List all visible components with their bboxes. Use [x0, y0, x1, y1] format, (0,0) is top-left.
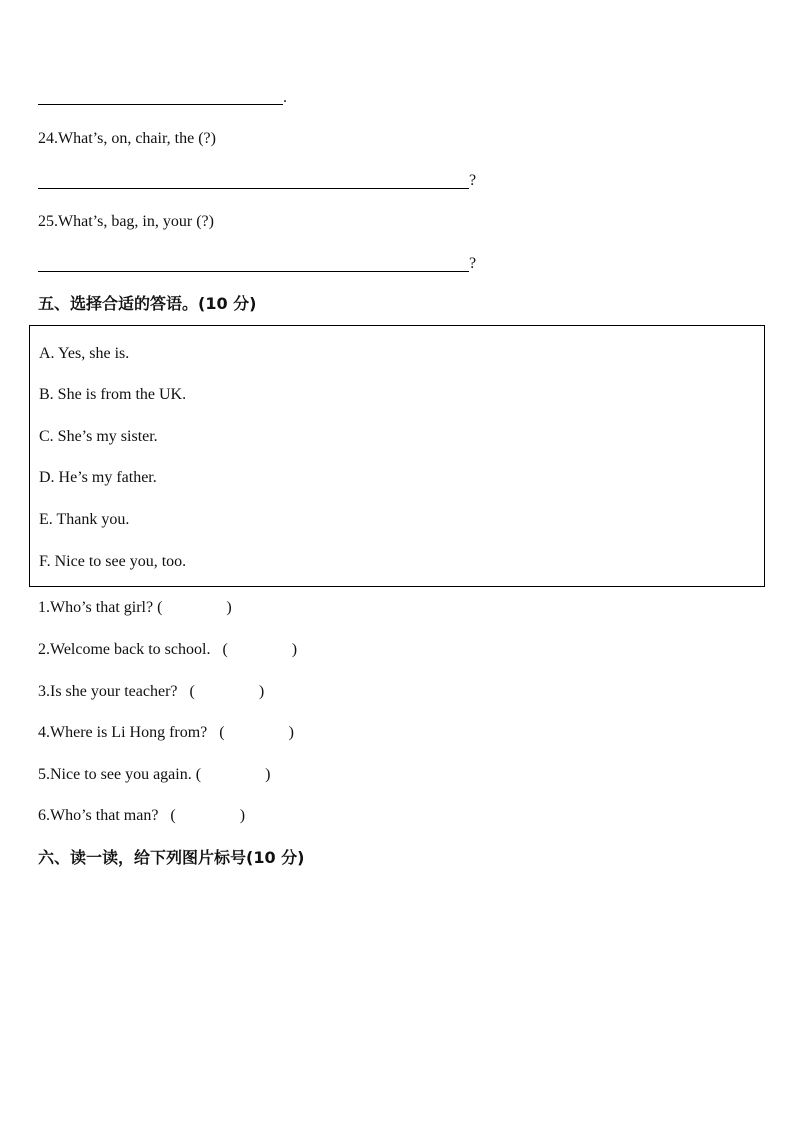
item-6-text: 6.Who’s that man? — [38, 807, 159, 824]
item-2-answer-blank[interactable]: ( ) — [222, 641, 298, 658]
option-f: F. Nice to see you, too. — [39, 553, 187, 570]
item-2 — [38, 640, 297, 660]
item-4-answer-blank[interactable]: ( ) — [219, 724, 294, 741]
item-1-text: 1.Who’s that girl? — [38, 599, 154, 616]
item-2-text: 2.Welcome back to school. — [38, 641, 211, 658]
section-5-heading: 五、选择合适的答语。(10 分) — [38, 294, 257, 313]
answer-line-25-end: ? — [469, 255, 477, 272]
question-25-prompt: What’s, bag, in, your (?) — [58, 213, 214, 230]
question-25-number: 25. — [38, 213, 58, 230]
answer-options-box — [29, 325, 765, 587]
item-6-answer-blank[interactable]: ( ) — [170, 807, 246, 824]
answer-line-23[interactable] — [38, 104, 283, 105]
option-c: C. She’s my sister. — [39, 428, 158, 445]
option-b: B. She is from the UK. — [39, 386, 187, 403]
option-e: E. Thank you. — [39, 511, 130, 528]
question-24 — [38, 129, 216, 149]
answer-line-24[interactable] — [38, 188, 469, 189]
item-6 — [38, 806, 245, 826]
option-a: A. Yes, she is. — [39, 345, 130, 362]
question-25 — [38, 212, 214, 232]
item-1-answer-blank[interactable]: ( ) — [157, 599, 232, 616]
answer-line-24-end: ? — [469, 172, 477, 189]
item-3-answer-blank[interactable]: ( ) — [189, 683, 265, 700]
item-5 — [38, 765, 270, 785]
answer-line-25[interactable] — [38, 271, 469, 272]
item-3-text: 3.Is she your teacher? — [38, 683, 178, 700]
question-24-number: 24. — [38, 130, 58, 147]
item-3 — [38, 682, 264, 702]
item-1 — [38, 598, 232, 618]
answer-line-23-end: . — [283, 89, 287, 106]
question-24-prompt: What’s, on, chair, the (?) — [58, 130, 216, 147]
item-4 — [38, 723, 294, 743]
section-6-heading: 六、读一读，给下列图片标号(10 分) — [38, 848, 305, 867]
item-4-text: 4.Where is Li Hong from? — [38, 724, 208, 741]
item-5-answer-blank[interactable]: ( ) — [195, 766, 271, 783]
option-d: D. He’s my father. — [39, 469, 157, 486]
item-5-text: 5.Nice to see you again. — [38, 766, 192, 783]
